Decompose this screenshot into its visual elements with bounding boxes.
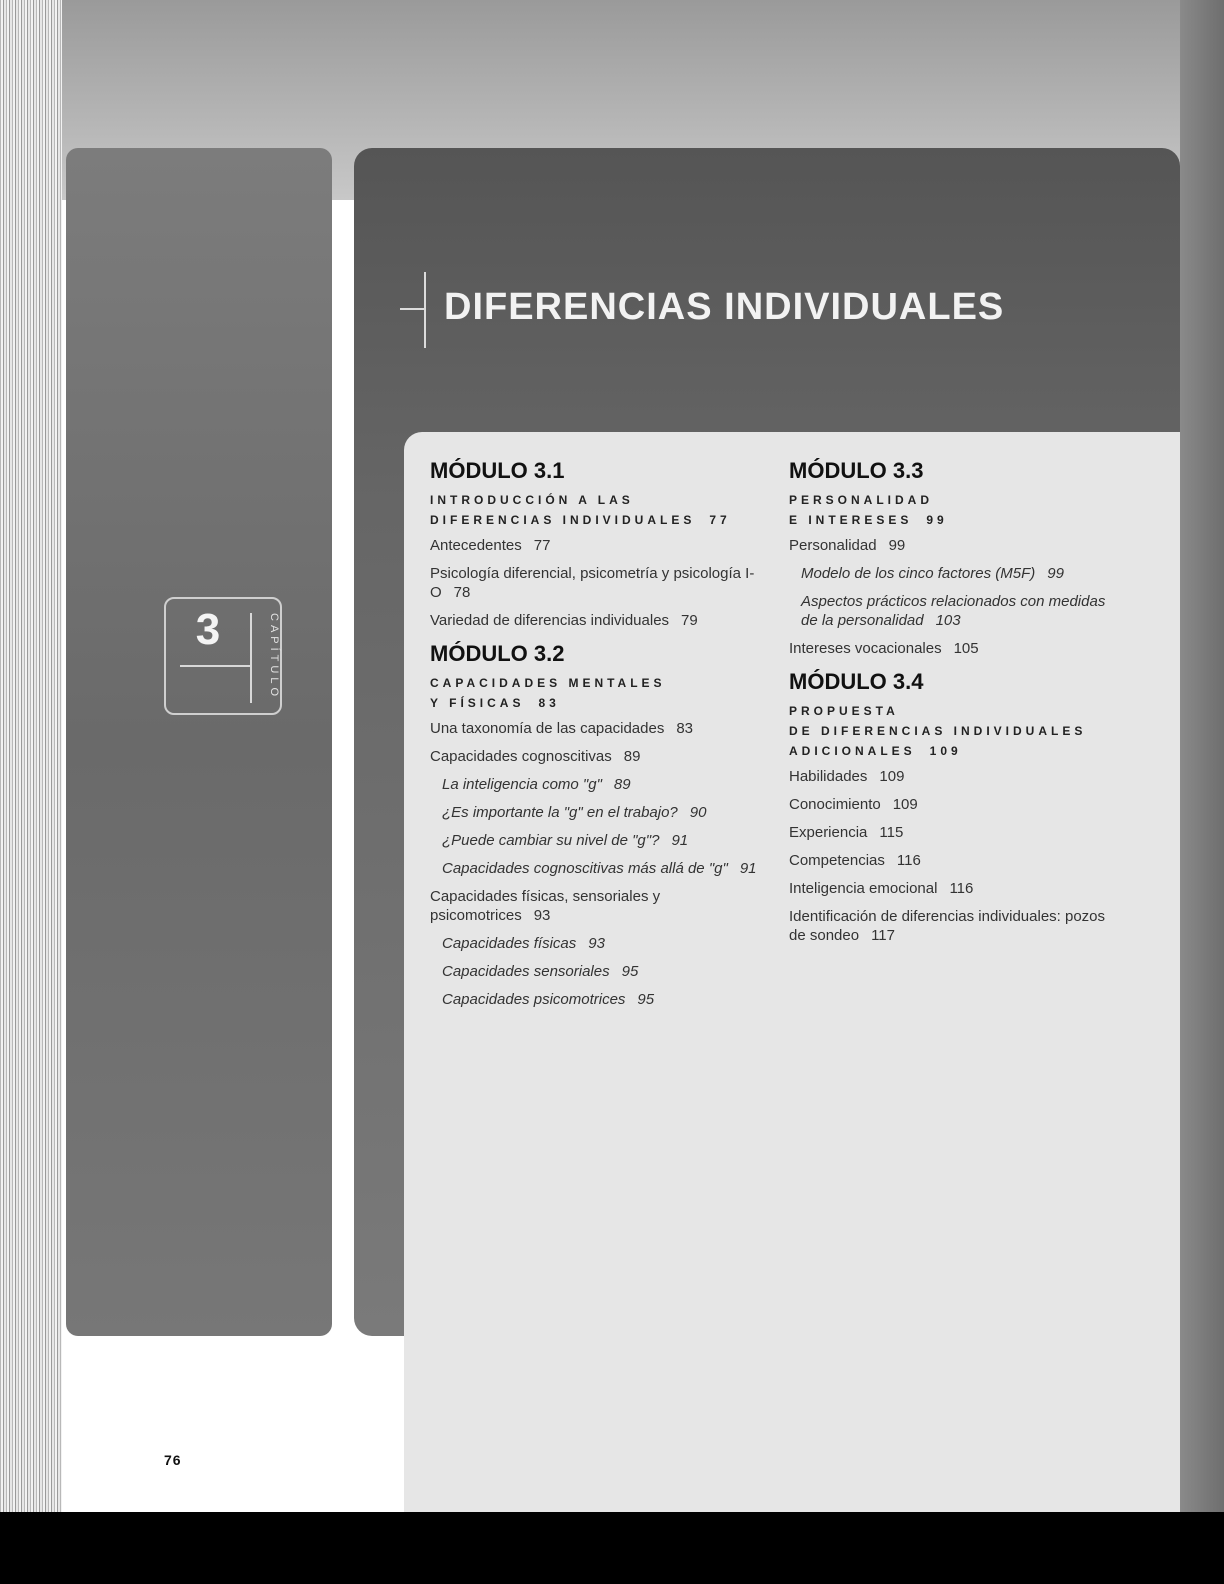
toc-entry-page: 93: [588, 935, 605, 952]
toc-entry-text: Competencias: [789, 852, 885, 869]
book-page-edges: [0, 0, 62, 1584]
page-number: 76: [164, 1452, 182, 1468]
toc-entry-text: Modelo de los cinco factores (M5F): [801, 565, 1036, 582]
toc-entry-text: Capacidades físicas, sensoriales y psicomotrices: [430, 888, 661, 924]
toc-entry-text: ¿Puede cambiar su nivel de "g"?: [442, 832, 660, 849]
toc-entry-text: Capacidades físicas: [442, 935, 577, 952]
chapter-label: CAPÍTULO: [268, 613, 280, 701]
module-subtitle-line: E INTERESES: [789, 513, 913, 527]
chapter-title: DIFERENCIAS INDIVIDUALES: [444, 286, 1005, 328]
toc-entry-page: 117: [871, 927, 895, 944]
module-subtitle-page: 77: [709, 513, 731, 527]
toc-entry: [442, 990, 770, 1009]
toc-entry-text: Una taxonomía de las capacidades: [430, 720, 665, 737]
module-title: MÓDULO 3.4: [789, 669, 924, 694]
toc-entry: [430, 611, 770, 630]
module-subtitle-line: INTRODUCCIÓN A LAS: [430, 493, 634, 507]
toc-entry-page: 78: [453, 584, 471, 601]
toc-entry: [789, 536, 1109, 555]
module-gap: [430, 1018, 770, 1020]
module-subtitle-line: DE DIFERENCIAS INDIVIDUALES: [789, 724, 1087, 738]
toc-entry-text: Intereses vocacionales: [789, 640, 942, 657]
toc-entry: [789, 823, 1109, 842]
toc-entry-page: 77: [533, 537, 551, 554]
toc-entry: [442, 775, 770, 794]
toc-entry: [789, 907, 1109, 945]
toc-entry-page: 93: [533, 907, 551, 924]
toc-entry: [430, 747, 770, 766]
toc-entry-page: 89: [613, 776, 631, 793]
toc-entry-text: Habilidades: [789, 768, 868, 785]
toc-entry: [789, 795, 1109, 814]
toc-entry-page: 105: [953, 640, 979, 657]
module-subtitle: [430, 673, 770, 713]
toc-entry-page: 89: [623, 748, 641, 765]
contents-column-left: [430, 458, 770, 1020]
chapter-side-panel: [66, 148, 332, 1336]
badge-divider: [180, 665, 250, 667]
toc-entry-page: 95: [621, 963, 639, 980]
chapter-number: 3: [195, 605, 221, 654]
module-subtitle-page: 99: [926, 513, 948, 527]
toc-entry-text: Inteligencia emocional: [789, 880, 938, 897]
toc-entry-text: Experiencia: [789, 824, 868, 841]
toc-entry: [789, 879, 1109, 898]
toc-entry: [430, 887, 770, 925]
toc-entry: [789, 851, 1109, 870]
title-rule-vertical: [424, 272, 426, 348]
toc-entry: [442, 934, 770, 953]
module-title: MÓDULO 3.2: [430, 641, 565, 666]
module-subtitle-line: PERSONALIDAD: [789, 493, 934, 507]
toc-entry-page: 115: [879, 824, 904, 841]
toc-entry: [442, 831, 770, 850]
module-subtitle-line: PROPUESTA: [789, 704, 899, 718]
title-rule: [400, 308, 424, 310]
module-subtitle-page: 83: [538, 696, 560, 710]
module-subtitle-line: CAPACIDADES MENTALES: [430, 676, 666, 690]
module-title: MÓDULO 3.1: [430, 458, 565, 483]
toc-entry-page: 109: [879, 768, 905, 785]
module-subtitle: [789, 701, 1109, 761]
chapter-badge: [164, 597, 282, 715]
toc-entry-page: 99: [1047, 565, 1064, 582]
toc-entry: [789, 639, 1109, 658]
toc-entry-text: Capacidades cognoscitivas: [430, 748, 612, 765]
toc-entry-page: 116: [949, 880, 974, 897]
toc-entry-text: Personalidad: [789, 537, 877, 554]
toc-entry-page: 95: [637, 991, 655, 1008]
toc-entry-text: Identificación de diferencias individuales: pozos de sondeo: [789, 908, 1106, 944]
toc-entry-text: Antecedentes: [430, 537, 522, 554]
toc-entry: [442, 962, 770, 981]
module-subtitle-line: DIFERENCIAS INDIVIDUALES: [430, 513, 696, 527]
toc-entry-text: Conocimiento: [789, 796, 881, 813]
module-subtitle: [789, 490, 1109, 530]
scan-bottom-edge: [0, 1512, 1224, 1584]
toc-entry-page: 99: [888, 537, 906, 554]
module-subtitle-line: ADICIONALES: [789, 744, 916, 758]
module-subtitle-line: Y FÍSICAS: [430, 696, 525, 710]
toc-entry: [430, 564, 770, 602]
module-subtitle: [430, 490, 770, 530]
toc-entry: [442, 859, 770, 878]
toc-entry: [430, 536, 770, 555]
contents-column-right: [789, 458, 1109, 956]
module-title: MÓDULO 3.3: [789, 458, 924, 483]
toc-entry-page: 83: [676, 720, 694, 737]
toc-entry: [801, 592, 1109, 630]
toc-entry: [801, 564, 1109, 583]
toc-entry-text: Capacidades psicomotrices: [442, 991, 626, 1008]
toc-entry: [430, 719, 770, 738]
toc-entry-text: Variedad de diferencias individuales: [430, 612, 670, 629]
module-gap: [789, 954, 1109, 956]
toc-entry-text: ¿Es importante la "g" en el trabajo?: [442, 804, 678, 821]
toc-entry-page: 79: [681, 612, 698, 629]
toc-entry-page: 90: [689, 804, 707, 821]
toc-entry-page: 116: [896, 852, 921, 869]
facing-page-edge: [1180, 0, 1224, 1540]
toc-entry-page: 109: [892, 796, 918, 813]
toc-entry-text: Capacidades cognoscitivas más allá de "g": [442, 860, 728, 877]
toc-entry-page: 103: [935, 612, 961, 629]
toc-entry-text: La inteligencia como "g": [442, 776, 602, 793]
toc-entry-text: Aspectos prácticos relacionados con medidas de la personalidad: [801, 593, 1106, 629]
toc-entry-page: 91: [739, 860, 757, 877]
toc-entry-text: Capacidades sensoriales: [442, 963, 610, 980]
toc-entry: [789, 767, 1109, 786]
toc-entry-page: 91: [671, 832, 689, 849]
toc-entry: [442, 803, 770, 822]
toc-entry-text: Psicología diferencial, psicometría y psicología I-O: [430, 565, 755, 601]
module-subtitle-page: 109: [929, 744, 962, 758]
